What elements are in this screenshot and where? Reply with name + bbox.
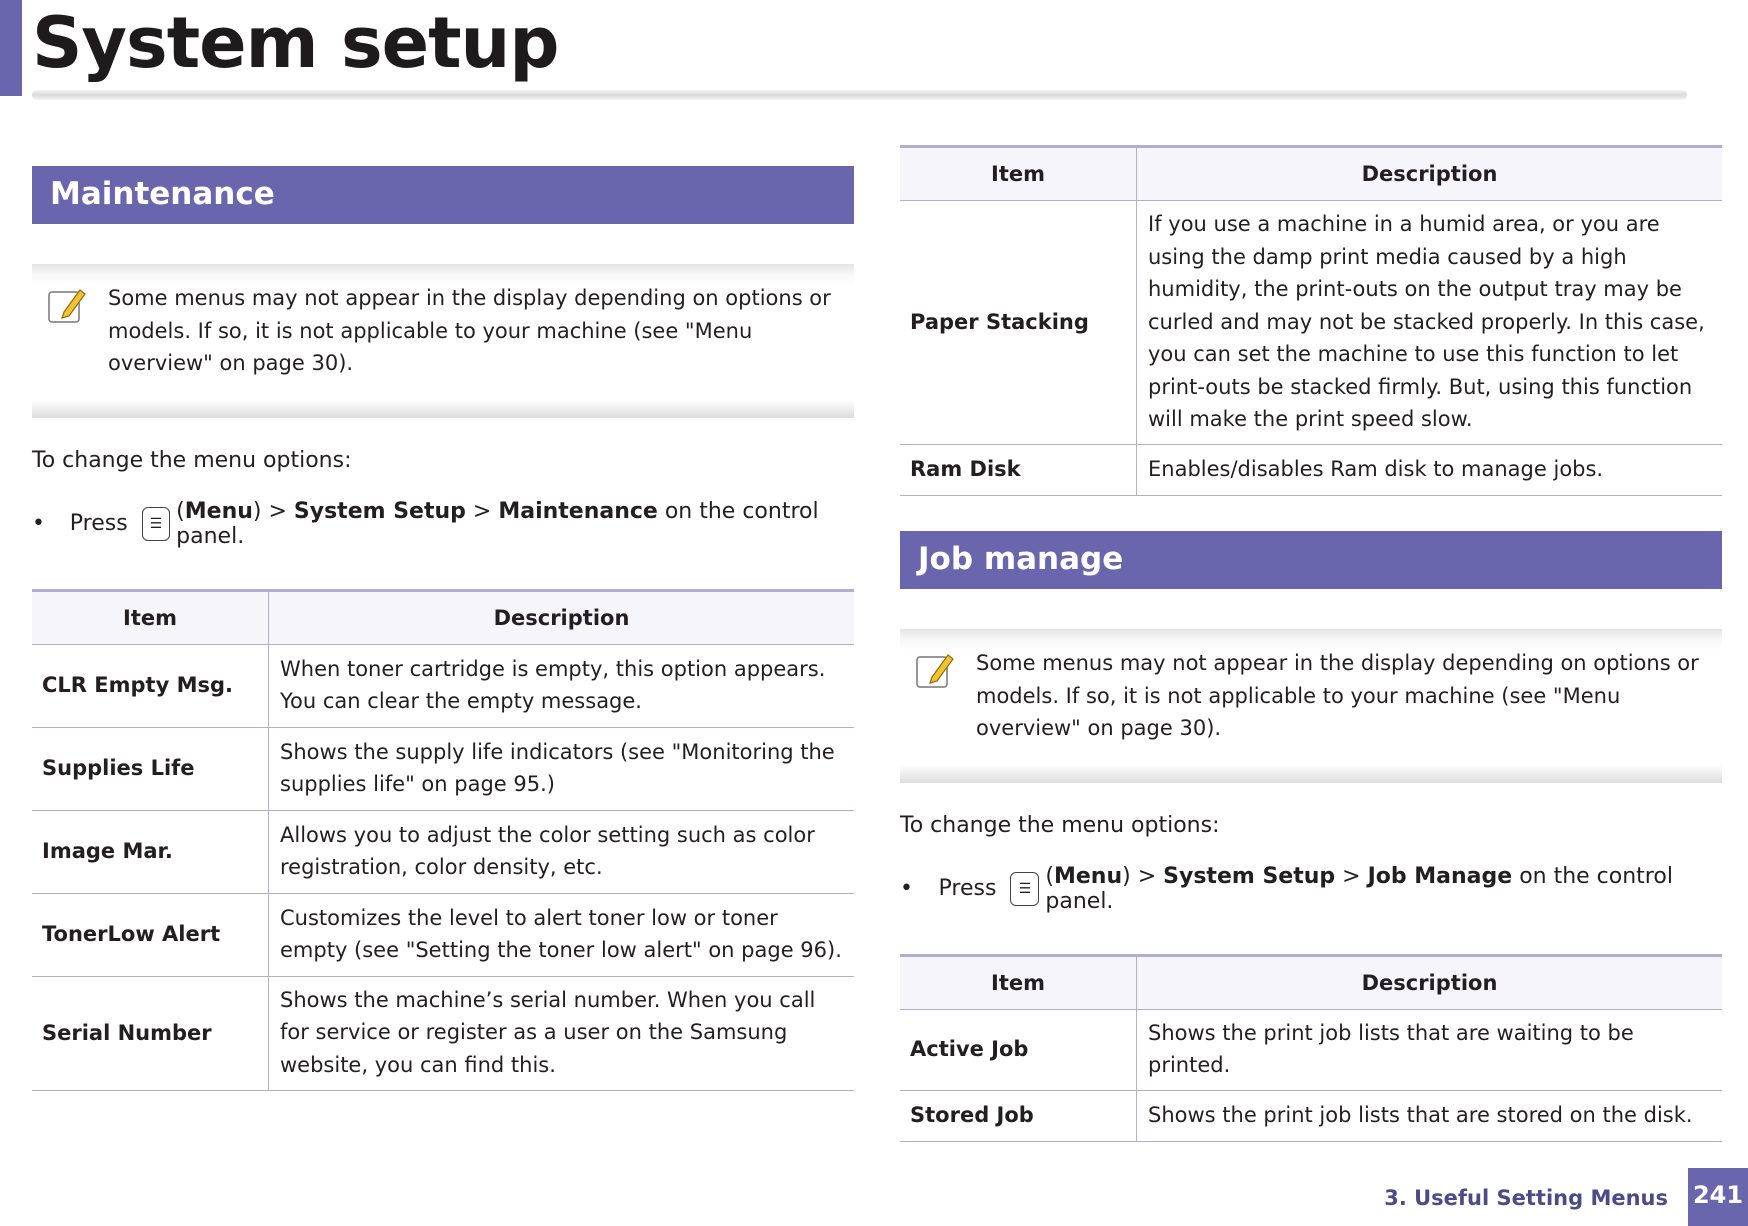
step-menu-path: (Menu) > System Setup > Maintenance on the control panel. (176, 498, 819, 549)
step-suffix: on the control panel. (176, 498, 819, 549)
row-description: Allows you to adjust the color setting such as color registration, color density, etc. (269, 810, 855, 893)
title-divider (32, 90, 1687, 100)
footer-chapter: 3. Useful Setting Menus (1384, 1186, 1668, 1210)
column-header-item: Item (32, 590, 269, 644)
path-job-manage: Job Manage (1367, 863, 1513, 889)
job-manage-heading: Job manage (900, 531, 1722, 589)
menu-button-icon: ☰ (1010, 872, 1039, 906)
column-header-item: Item (900, 147, 1137, 201)
column-header-description: Description (1137, 955, 1723, 1009)
header-accent-bar (0, 0, 22, 96)
note-divider (32, 400, 854, 418)
maintenance-note (32, 264, 854, 400)
row-item: Serial Number (32, 976, 269, 1090)
step-instruction (32, 499, 854, 549)
row-item: TonerLow Alert (32, 893, 269, 976)
row-item: Image Mar. (32, 810, 269, 893)
table-row (900, 1090, 1722, 1141)
note-text: Some menus may not appear in the display depending on options or models. If so, it is not applicable to your machine (see "Menu overview" on page 30). (976, 651, 1699, 740)
row-description: Enables/disables Ram disk to manage jobs. (1137, 444, 1723, 495)
table-row (900, 444, 1722, 495)
table-row (32, 893, 854, 976)
maintenance-section (32, 166, 854, 1091)
table-row (32, 727, 854, 810)
step-instruction (900, 864, 1722, 914)
table-row (900, 201, 1722, 445)
page-title: System setup (32, 2, 559, 84)
job-manage-section (900, 531, 1722, 1142)
table-row (32, 810, 854, 893)
maintenance-table (32, 589, 854, 1091)
path-maintenance: Maintenance (498, 498, 658, 524)
row-item: Active Job (900, 1009, 1137, 1090)
column-header-item: Item (900, 955, 1137, 1009)
row-description: Shows the supply life indicators (see "Monitoring the supplies life" on page 95.) (269, 727, 855, 810)
table-row (32, 644, 854, 727)
menu-label: Menu (1053, 863, 1123, 889)
job-manage-note (900, 629, 1722, 765)
paper-stacking-table (900, 145, 1722, 496)
path-system-setup: System Setup (293, 498, 466, 524)
step-menu-path: (Menu) > System Setup > Job Manage on the control panel. (1045, 863, 1673, 914)
bullet: • (900, 876, 913, 901)
column-header-description: Description (1137, 147, 1723, 201)
note-text: Some menus may not appear in the display depending on options or models. If so, it is not applicable to your machine (see "Menu overview" on page 30). (108, 286, 831, 375)
row-description: Shows the print job lists that are waiting to be printed. (1137, 1009, 1723, 1090)
maintenance-heading: Maintenance (32, 166, 854, 224)
step-prefix: Press (69, 511, 128, 536)
row-item: Ram Disk (900, 444, 1137, 495)
bullet: • (32, 511, 45, 536)
menu-label: Menu (184, 498, 253, 524)
table-row (900, 1009, 1722, 1090)
row-item: Supplies Life (32, 727, 269, 810)
row-description: When toner cartridge is empty, this option appears. You can clear the empty message. (269, 644, 855, 727)
step-prefix: Press (938, 876, 997, 901)
step-suffix: on the control panel. (1045, 863, 1673, 914)
table-row (32, 976, 854, 1090)
path-system-setup: System Setup (1163, 863, 1336, 889)
row-item: CLR Empty Msg. (32, 644, 269, 727)
note-divider (900, 765, 1722, 783)
row-description: Shows the print job lists that are stored on the disk. (1137, 1090, 1723, 1141)
row-item: Stored Job (900, 1090, 1137, 1141)
job-manage-table (900, 954, 1722, 1142)
row-item: Paper Stacking (900, 201, 1137, 445)
note-pencil-icon (914, 649, 956, 691)
intro-text: To change the menu options: (32, 447, 352, 473)
note-pencil-icon (46, 284, 88, 326)
page-number: 241 (1688, 1168, 1748, 1226)
intro-text: To change the menu options: (900, 812, 1220, 838)
menu-button-icon: ☰ (142, 507, 170, 541)
row-description: If you use a machine in a humid area, or you are using the damp print media caused by a high humidity, the print-outs on the output tray may be curled and may not be stacked properly. In this case, you can set the machine to use this function to let print-outs be stacked firmly. But, using this function will make the print speed slow. (1137, 201, 1723, 445)
row-description: Customizes the level to alert toner low or toner empty (see "Setting the toner low alert" on page 96). (269, 893, 855, 976)
column-header-description: Description (269, 590, 855, 644)
row-description: Shows the machine’s serial number. When you call for service or register as a user on the Samsung website, you can find this. (269, 976, 855, 1090)
